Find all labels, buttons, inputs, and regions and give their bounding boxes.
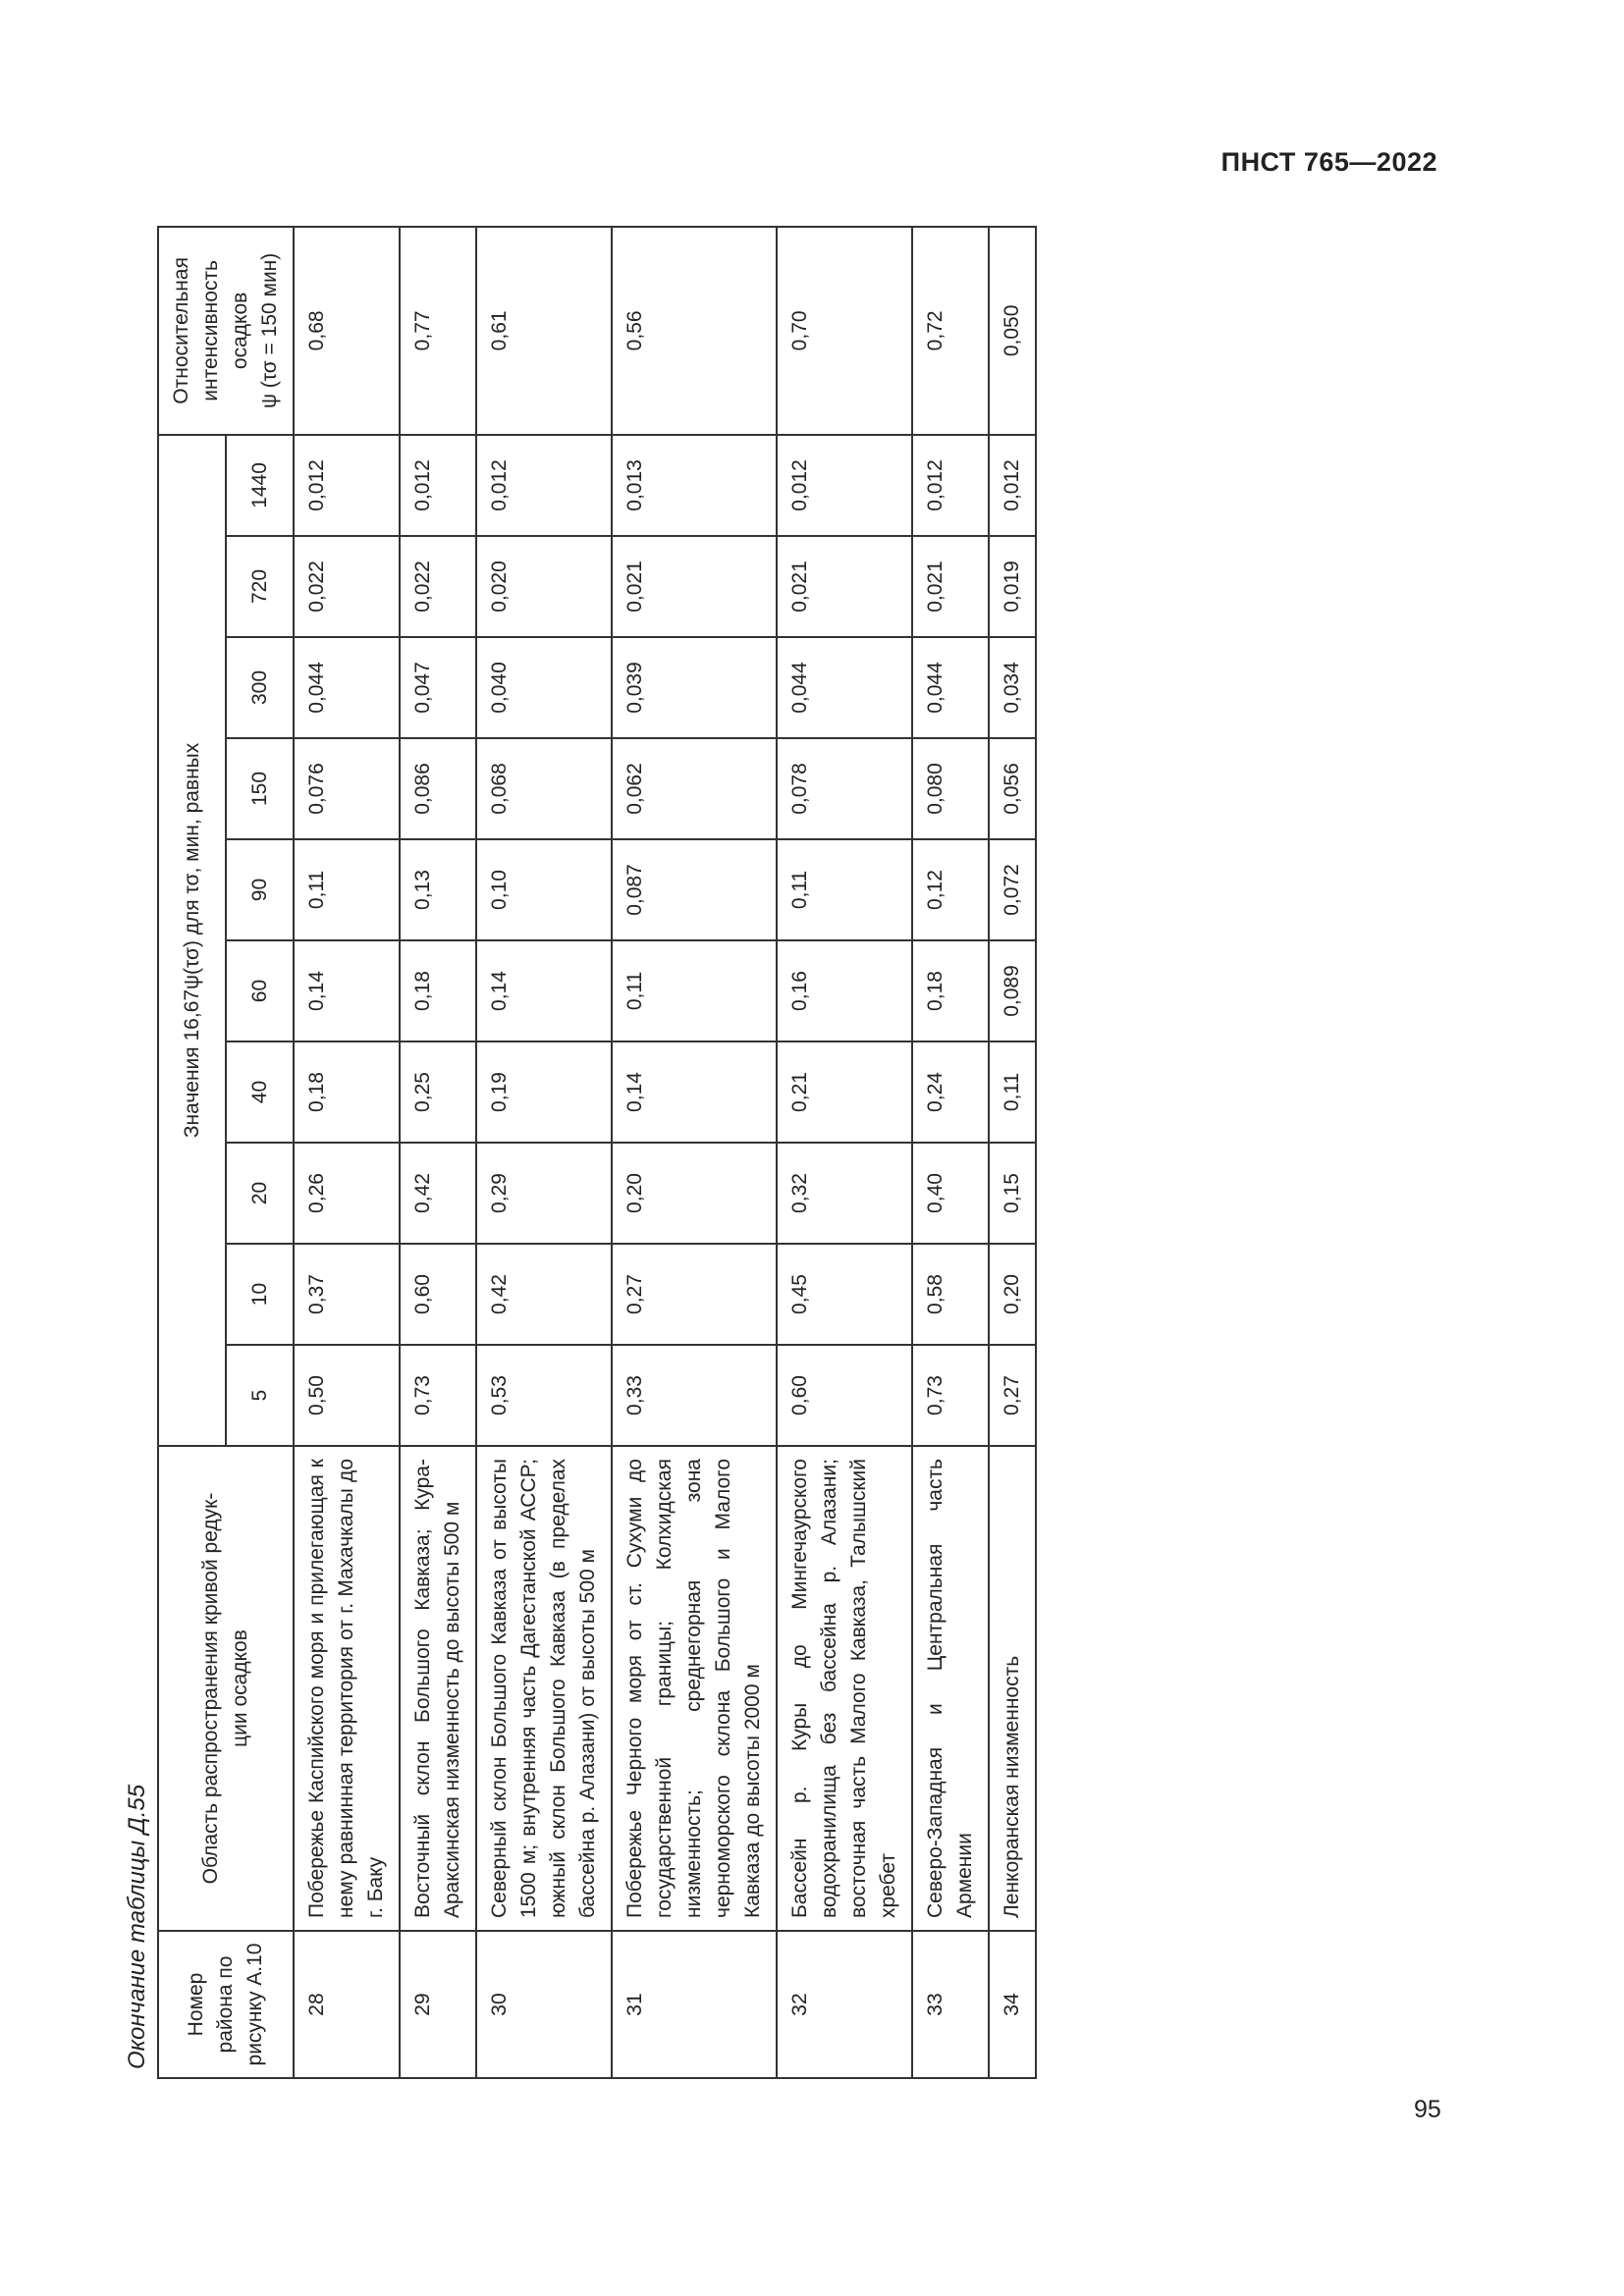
header-duration: 720 bbox=[226, 536, 294, 637]
value-cell: 0,11 bbox=[777, 839, 912, 940]
region-number-cell: 32 bbox=[777, 1931, 912, 2078]
value-cell: 0,11 bbox=[989, 1041, 1036, 1143]
value-cell: 0,24 bbox=[912, 1041, 989, 1143]
value-cell: 0,034 bbox=[989, 637, 1036, 738]
value-cell: 0,73 bbox=[400, 1345, 476, 1446]
area-description-cell: Северо-Западная и Центральная часть Армении bbox=[912, 1446, 989, 1931]
area-description-cell: Восточный склон Большого Кавказа; Кура-Араксинская низменность до высоты 500 м bbox=[400, 1446, 476, 1931]
table-header bbox=[158, 227, 294, 2078]
region-number-cell: 28 bbox=[294, 1931, 400, 2078]
value-cell: 0,012 bbox=[476, 435, 612, 536]
data-table bbox=[157, 226, 1037, 2079]
value-cell: 0,044 bbox=[294, 637, 400, 738]
value-cell: 0,086 bbox=[400, 738, 476, 839]
table-row bbox=[476, 227, 612, 2078]
header-duration: 150 bbox=[226, 738, 294, 839]
value-cell: 0,076 bbox=[294, 738, 400, 839]
value-cell: 0,58 bbox=[912, 1244, 989, 1345]
value-cell: 0,12 bbox=[912, 839, 989, 940]
value-cell: 0,18 bbox=[294, 1041, 400, 1143]
value-cell: 0,012 bbox=[989, 435, 1036, 536]
header-duration: 40 bbox=[226, 1041, 294, 1143]
value-cell: 0,37 bbox=[294, 1244, 400, 1345]
value-cell: 0,11 bbox=[612, 940, 777, 1041]
value-cell: 0,080 bbox=[912, 738, 989, 839]
value-cell: 0,20 bbox=[989, 1244, 1036, 1345]
value-cell: 0,039 bbox=[612, 637, 777, 738]
header-duration: 20 bbox=[226, 1143, 294, 1244]
value-cell: 0,062 bbox=[612, 738, 777, 839]
region-number-cell: 29 bbox=[400, 1931, 476, 2078]
value-cell: 0,42 bbox=[400, 1143, 476, 1244]
table-body bbox=[294, 227, 1036, 2078]
header-duration: 300 bbox=[226, 637, 294, 738]
rotated-table-page bbox=[118, 228, 1066, 2079]
value-cell: 0,19 bbox=[476, 1041, 612, 1143]
header-relative-intensity: Относительная интенсивность осадков ψ (τσ = 150 мин) bbox=[158, 227, 294, 435]
value-cell: 0,10 bbox=[476, 839, 612, 940]
value-cell: 0,42 bbox=[476, 1244, 612, 1345]
document-code: ПНСТ 765—2022 bbox=[1220, 147, 1437, 177]
value-cell: 0,11 bbox=[294, 839, 400, 940]
relative-intensity-cell: 0,61 bbox=[476, 227, 612, 435]
relative-intensity-cell: 0,77 bbox=[400, 227, 476, 435]
header-duration: 5 bbox=[226, 1345, 294, 1446]
value-cell: 0,056 bbox=[989, 738, 1036, 839]
table-row bbox=[777, 227, 912, 2078]
value-cell: 0,50 bbox=[294, 1345, 400, 1446]
value-cell: 0,27 bbox=[989, 1345, 1036, 1446]
header-duration: 90 bbox=[226, 839, 294, 940]
header-duration: 1440 bbox=[226, 435, 294, 536]
value-cell: 0,18 bbox=[400, 940, 476, 1041]
table-row bbox=[989, 227, 1036, 2078]
value-cell: 0,047 bbox=[400, 637, 476, 738]
region-number-cell: 34 bbox=[989, 1931, 1036, 2078]
value-cell: 0,013 bbox=[612, 435, 777, 536]
area-description-cell: Северный склон Большого Кавказа от высоты 1500 м; внутренняя часть Дагестанской АССР; южный склон Большого Кавказа (в пределах бассейна р. Алазани) от высоты 500 м bbox=[476, 1446, 612, 1931]
header-area: Область распространения кривой редук- ции осадков bbox=[158, 1446, 294, 1931]
value-cell: 0,53 bbox=[476, 1345, 612, 1446]
value-cell: 0,022 bbox=[294, 536, 400, 637]
value-cell: 0,068 bbox=[476, 738, 612, 839]
header-duration: 10 bbox=[226, 1244, 294, 1345]
relative-intensity-cell: 0,56 bbox=[612, 227, 777, 435]
value-cell: 0,078 bbox=[777, 738, 912, 839]
value-cell: 0,14 bbox=[294, 940, 400, 1041]
relative-intensity-cell: 0,68 bbox=[294, 227, 400, 435]
value-cell: 0,021 bbox=[912, 536, 989, 637]
header-region-number: Номер района по рисунку А.10 bbox=[158, 1931, 294, 2078]
region-number-cell: 31 bbox=[612, 1931, 777, 2078]
value-cell: 0,45 bbox=[777, 1244, 912, 1345]
relative-intensity-cell: 0,72 bbox=[912, 227, 989, 435]
value-cell: 0,26 bbox=[294, 1143, 400, 1244]
header-values-group: Значения 16,67ψ(τσ) для τσ, мин, равных bbox=[158, 435, 226, 1446]
value-cell: 0,15 bbox=[989, 1143, 1036, 1244]
value-cell: 0,019 bbox=[989, 536, 1036, 637]
value-cell: 0,14 bbox=[612, 1041, 777, 1143]
table-caption: Окончание таблицы Д.55 bbox=[124, 1784, 150, 2069]
value-cell: 0,21 bbox=[777, 1041, 912, 1143]
value-cell: 0,60 bbox=[400, 1244, 476, 1345]
value-cell: 0,27 bbox=[612, 1244, 777, 1345]
value-cell: 0,73 bbox=[912, 1345, 989, 1446]
region-number-cell: 33 bbox=[912, 1931, 989, 2078]
table-row bbox=[400, 227, 476, 2078]
area-description-cell: Ленкоранская низменность bbox=[989, 1446, 1036, 1931]
value-cell: 0,25 bbox=[400, 1041, 476, 1143]
value-cell: 0,20 bbox=[612, 1143, 777, 1244]
region-number-cell: 30 bbox=[476, 1931, 612, 2078]
value-cell: 0,089 bbox=[989, 940, 1036, 1041]
header-duration: 60 bbox=[226, 940, 294, 1041]
area-description-cell: Побережье Черного моря от ст. Сухуми до государственной границы; Колхидская низменность; среднегорная зона черноморского склона Большого и Малого Кавказа до высоты 2000 м bbox=[612, 1446, 777, 1931]
value-cell: 0,021 bbox=[777, 536, 912, 637]
value-cell: 0,13 bbox=[400, 839, 476, 940]
value-cell: 0,072 bbox=[989, 839, 1036, 940]
value-cell: 0,012 bbox=[294, 435, 400, 536]
relative-intensity-cell: 0,70 bbox=[777, 227, 912, 435]
value-cell: 0,32 bbox=[777, 1143, 912, 1244]
value-cell: 0,012 bbox=[912, 435, 989, 536]
table-row bbox=[294, 227, 400, 2078]
page-number: 95 bbox=[1414, 2096, 1441, 2123]
table-row bbox=[612, 227, 777, 2078]
value-cell: 0,33 bbox=[612, 1345, 777, 1446]
value-cell: 0,60 bbox=[777, 1345, 912, 1446]
value-cell: 0,40 bbox=[912, 1143, 989, 1244]
value-cell: 0,14 bbox=[476, 940, 612, 1041]
value-cell: 0,022 bbox=[400, 536, 476, 637]
value-cell: 0,020 bbox=[476, 536, 612, 637]
value-cell: 0,087 bbox=[612, 839, 777, 940]
value-cell: 0,16 bbox=[777, 940, 912, 1041]
value-cell: 0,044 bbox=[912, 637, 989, 738]
relative-intensity-cell: 0,050 bbox=[989, 227, 1036, 435]
value-cell: 0,29 bbox=[476, 1143, 612, 1244]
value-cell: 0,18 bbox=[912, 940, 989, 1041]
table-row bbox=[912, 227, 989, 2078]
area-description-cell: Побережье Каспийского моря и прилегающая к нему равнинная территория от г. Махачкалы до г. Баку bbox=[294, 1446, 400, 1931]
value-cell: 0,044 bbox=[777, 637, 912, 738]
value-cell: 0,040 bbox=[476, 637, 612, 738]
value-cell: 0,021 bbox=[612, 536, 777, 637]
value-cell: 0,012 bbox=[400, 435, 476, 536]
area-description-cell: Бассейн р. Куры до Мингечаурского водохранилища без бассейна р. Алазани; восточная часть Малого Кавказа, Талышский хребет bbox=[777, 1446, 912, 1931]
value-cell: 0,012 bbox=[777, 435, 912, 536]
